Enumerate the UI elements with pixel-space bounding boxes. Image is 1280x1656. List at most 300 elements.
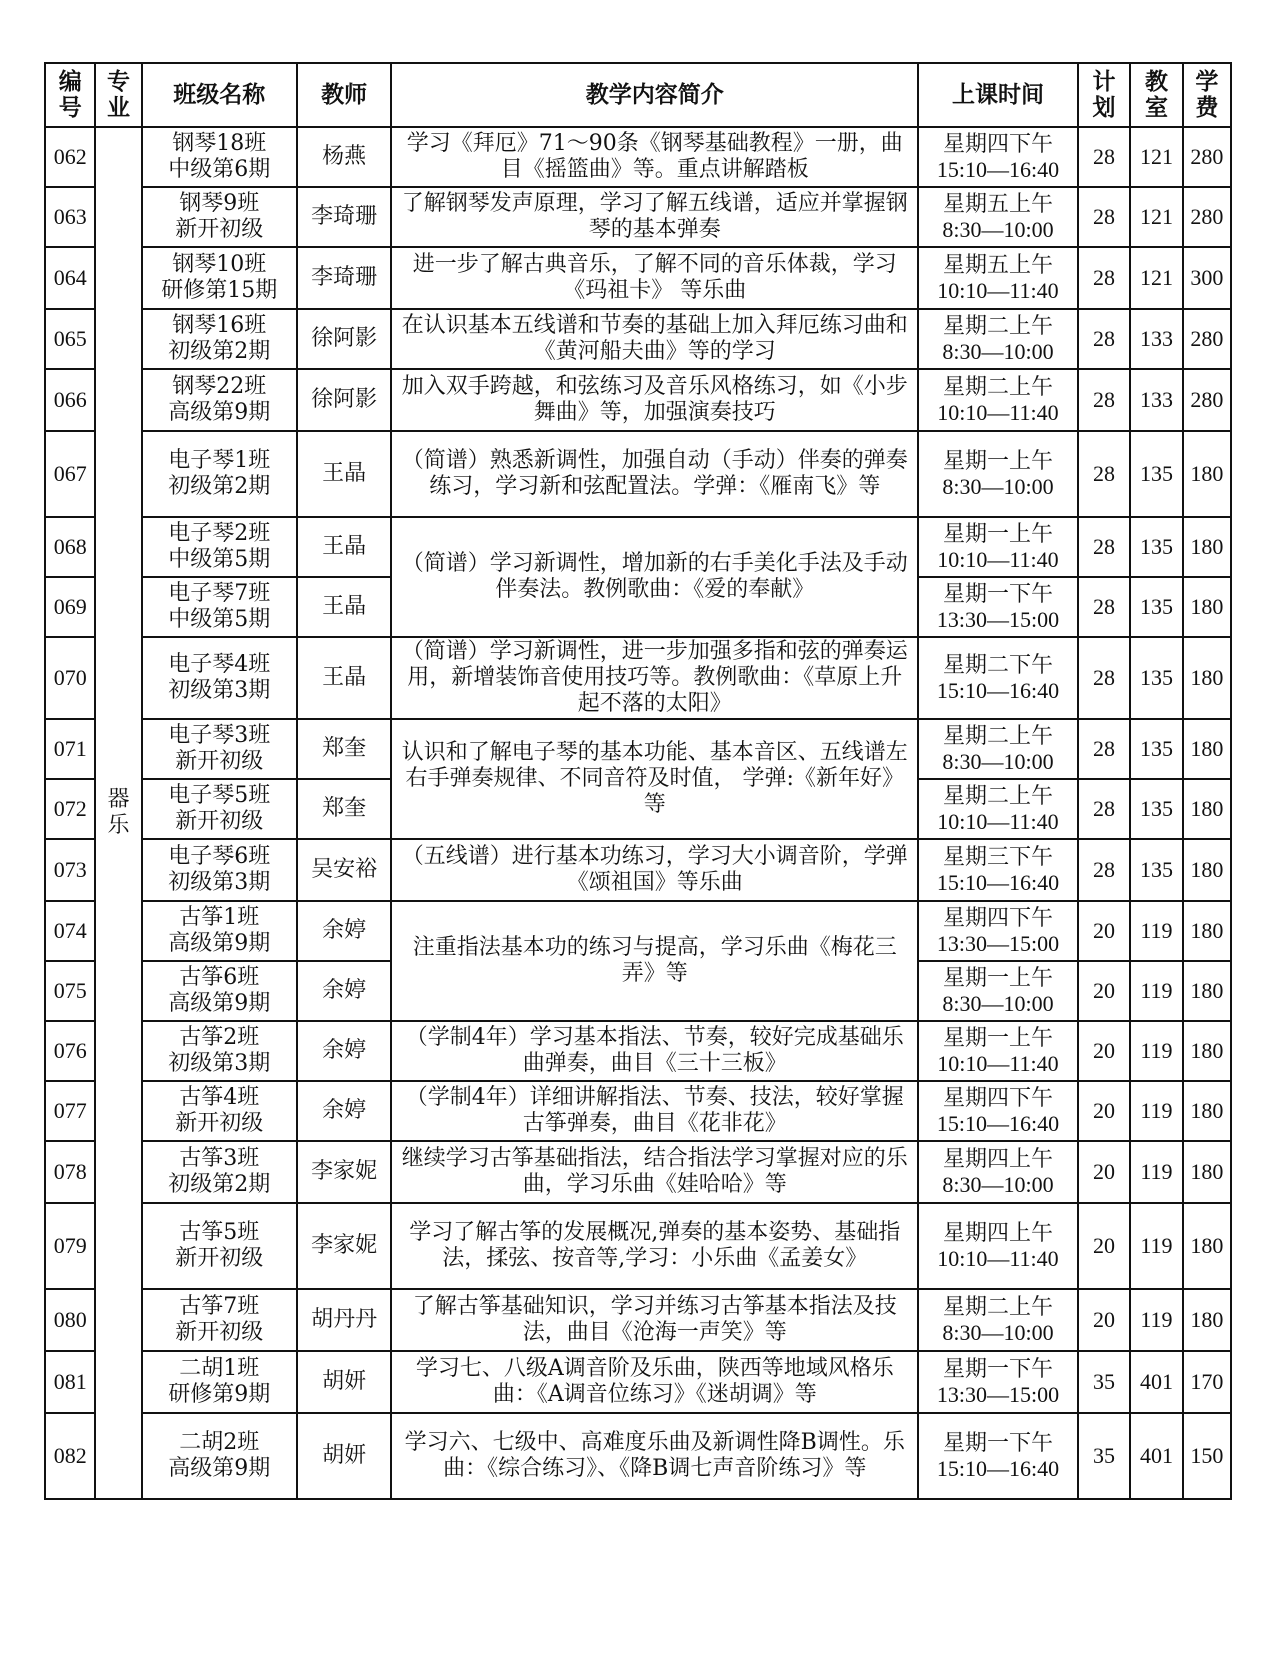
cell-teacher xyxy=(297,1021,391,1081)
plan-text: 28 xyxy=(1092,265,1115,290)
time-day: 星期一上午 xyxy=(942,448,1053,473)
class-name-line1: 电子琴2班 xyxy=(168,521,271,546)
cell-class-name xyxy=(142,369,297,431)
teacher-text: 胡妍 xyxy=(322,1443,367,1468)
room-text: 119 xyxy=(1140,1233,1173,1258)
class-name-line1: 古筝1班 xyxy=(179,905,260,930)
cell-room xyxy=(1130,127,1182,187)
description-text: 在认识基本五线谱和节奏的基础上加入拜厄练习曲和《黄河船夫曲》等的学习 xyxy=(401,313,908,364)
class-name-line1: 古筝4班 xyxy=(179,1085,260,1110)
cell-class-name xyxy=(142,1351,297,1413)
time-day: 星期四上午 xyxy=(942,1146,1053,1171)
class-name-line2: 中级第6期 xyxy=(168,157,271,182)
cell-class-name xyxy=(142,577,297,637)
fee-text: 180 xyxy=(1190,1159,1224,1184)
cell-room xyxy=(1130,1081,1182,1141)
cell-description xyxy=(391,1413,918,1499)
id-text: 076 xyxy=(53,1038,87,1063)
cell-plan xyxy=(1078,577,1130,637)
header-major: 专业 xyxy=(95,63,141,127)
cell-description xyxy=(391,1021,918,1081)
plan-text: 28 xyxy=(1092,204,1115,229)
cell-room xyxy=(1130,1021,1182,1081)
class-name-line1: 电子琴1班 xyxy=(168,448,271,473)
cell-fee xyxy=(1183,247,1231,309)
cell-class-name xyxy=(142,1289,297,1351)
cell-teacher xyxy=(297,719,391,779)
cell-id xyxy=(45,1021,95,1081)
cell-plan xyxy=(1078,779,1130,839)
cell-class-name xyxy=(142,637,297,719)
table-row xyxy=(45,127,1231,187)
header-class-name: 班级名称 xyxy=(142,63,297,127)
cell-plan xyxy=(1078,517,1130,577)
id-text: 065 xyxy=(53,326,87,351)
id-text: 080 xyxy=(53,1307,87,1332)
time-range: 8:30—10:00 xyxy=(942,1172,1054,1197)
class-name-line1: 电子琴3班 xyxy=(168,723,271,748)
cell-description xyxy=(391,1289,918,1351)
cell-description xyxy=(391,309,918,369)
class-name-line1: 古筝6班 xyxy=(179,965,260,990)
room-text: 401 xyxy=(1139,1443,1173,1468)
cell-room xyxy=(1130,1289,1182,1351)
cell-plan xyxy=(1078,1081,1130,1141)
id-text: 067 xyxy=(53,461,87,486)
cell-fee xyxy=(1183,961,1231,1021)
cell-time xyxy=(918,1081,1078,1141)
class-name-line2: 高级第9期 xyxy=(168,931,271,956)
fee-text: 180 xyxy=(1190,534,1224,559)
cell-fee xyxy=(1183,1351,1231,1413)
teacher-text: 胡妍 xyxy=(322,1369,367,1394)
cell-room xyxy=(1130,839,1182,901)
cell-teacher xyxy=(297,127,391,187)
teacher-text: 余婷 xyxy=(322,918,367,943)
cell-fee xyxy=(1183,719,1231,779)
description-text: （简谱）学习新调性，进一步加强多指和弦的弹奏运用，新增装饰音使用技巧等。教例歌曲：《草原上升起不落的太阳》 xyxy=(401,639,908,716)
cell-class-name xyxy=(142,431,297,517)
time-day: 星期一上午 xyxy=(942,521,1053,546)
room-text: 119 xyxy=(1140,1307,1173,1332)
table-row xyxy=(45,839,1231,901)
table-row xyxy=(45,637,1231,719)
room-text: 135 xyxy=(1139,534,1173,559)
description-text: 学习七、八级A调音阶及乐曲，陕西等地域风格乐曲：《A调音位练习》《迷胡调》等 xyxy=(415,1356,894,1407)
cell-plan xyxy=(1078,369,1130,431)
time-range: 10:10—11:40 xyxy=(937,1051,1059,1076)
class-name-line2: 新开初级 xyxy=(175,1246,264,1271)
time-day: 星期三下午 xyxy=(942,844,1053,869)
class-name-line2: 初级第2期 xyxy=(168,339,271,364)
major-text: 器乐 xyxy=(107,787,130,838)
cell-time xyxy=(918,1021,1078,1081)
time-day: 星期一下午 xyxy=(942,1430,1053,1455)
room-text: 119 xyxy=(1140,1159,1173,1184)
time-range: 15:10—16:40 xyxy=(936,870,1060,895)
time-range: 15:10—16:40 xyxy=(936,678,1060,703)
cell-description xyxy=(391,1203,918,1289)
class-name-line2: 初级第3期 xyxy=(168,870,271,895)
cell-time xyxy=(918,1351,1078,1413)
cell-class-name xyxy=(142,961,297,1021)
time-range: 10:10—11:40 xyxy=(937,278,1059,303)
class-name-line1: 古筝5班 xyxy=(179,1220,260,1245)
fee-text: 300 xyxy=(1190,265,1224,290)
id-text: 073 xyxy=(53,857,87,882)
cell-plan xyxy=(1078,719,1130,779)
cell-plan xyxy=(1078,309,1130,369)
class-name-line2: 新开初级 xyxy=(175,749,264,774)
fee-text: 180 xyxy=(1190,736,1224,761)
cell-fee xyxy=(1183,127,1231,187)
teacher-text: 王晶 xyxy=(322,665,367,690)
fee-text: 180 xyxy=(1190,978,1224,1003)
plan-text: 35 xyxy=(1092,1443,1115,1468)
cell-room xyxy=(1130,1141,1182,1203)
id-text: 070 xyxy=(53,665,87,690)
time-day: 星期一下午 xyxy=(942,1356,1053,1381)
id-text: 062 xyxy=(53,144,87,169)
cell-class-name xyxy=(142,247,297,309)
cell-time xyxy=(918,1413,1078,1499)
room-text: 133 xyxy=(1139,326,1173,351)
teacher-text: 李家妮 xyxy=(311,1159,378,1184)
id-text: 064 xyxy=(53,265,87,290)
time-range: 10:10—11:40 xyxy=(937,809,1059,834)
cell-room xyxy=(1130,1203,1182,1289)
teacher-text: 郑奎 xyxy=(322,736,367,761)
cell-id xyxy=(45,901,95,961)
cell-time xyxy=(918,431,1078,517)
fee-text: 180 xyxy=(1190,857,1224,882)
time-day: 星期一下午 xyxy=(942,581,1053,606)
cell-id xyxy=(45,187,95,247)
cell-teacher xyxy=(297,517,391,577)
cell-fee xyxy=(1183,309,1231,369)
cell-id xyxy=(45,1203,95,1289)
class-name-line2: 初级第3期 xyxy=(168,678,271,703)
cell-class-name xyxy=(142,309,297,369)
description-text: （简谱）熟悉新调性，加强自动（手动）伴奏的弹奏练习，学习新和弦配置法。学弹：《雁南飞》等 xyxy=(401,448,908,499)
cell-description xyxy=(391,637,918,719)
cell-class-name xyxy=(142,127,297,187)
plan-text: 20 xyxy=(1092,1098,1115,1123)
teacher-text: 王晶 xyxy=(322,534,367,559)
cell-class-name xyxy=(142,839,297,901)
time-range: 15:10—16:40 xyxy=(936,1111,1060,1136)
cell-fee xyxy=(1183,1081,1231,1141)
teacher-text: 余婷 xyxy=(322,1038,367,1063)
time-day: 星期二上午 xyxy=(942,723,1053,748)
cell-fee xyxy=(1183,1289,1231,1351)
table-row xyxy=(45,187,1231,247)
teacher-text: 吴安裕 xyxy=(311,857,378,882)
cell-teacher xyxy=(297,1081,391,1141)
cell-time xyxy=(918,369,1078,431)
plan-text: 20 xyxy=(1092,1307,1115,1332)
class-name-line1: 钢琴22班 xyxy=(172,374,267,399)
cell-id xyxy=(45,779,95,839)
time-day: 星期二上午 xyxy=(942,1294,1053,1319)
time-day: 星期四下午 xyxy=(942,905,1053,930)
cell-time xyxy=(918,1289,1078,1351)
fee-text: 180 xyxy=(1190,461,1224,486)
room-text: 121 xyxy=(1139,204,1173,229)
class-name-line2: 新开初级 xyxy=(175,1320,264,1345)
description-text: （简谱）学习新调性，增加新的右手美化手法及手动伴奏法。教例歌曲：《爱的奉献》 xyxy=(401,551,908,602)
cell-room xyxy=(1130,187,1182,247)
id-text: 082 xyxy=(53,1443,87,1468)
table-row xyxy=(45,369,1231,431)
cell-room xyxy=(1130,247,1182,309)
cell-class-name xyxy=(142,517,297,577)
table-body xyxy=(45,127,1231,1499)
time-range: 15:10—16:40 xyxy=(936,1456,1060,1481)
header-teacher: 教师 xyxy=(297,63,391,127)
fee-text: 180 xyxy=(1190,796,1224,821)
description-text: 了解钢琴发声原理，学习了解五线谱，适应并掌握钢琴的基本弹奏 xyxy=(401,191,908,242)
cell-description xyxy=(391,431,918,517)
time-day: 星期二下午 xyxy=(942,652,1053,677)
cell-plan xyxy=(1078,1413,1130,1499)
cell-teacher xyxy=(297,839,391,901)
time-day: 星期一上午 xyxy=(942,965,1053,990)
plan-text: 20 xyxy=(1092,918,1115,943)
time-range: 13:30—15:00 xyxy=(936,931,1060,956)
plan-text: 28 xyxy=(1092,796,1115,821)
cell-teacher xyxy=(297,1351,391,1413)
fee-text: 280 xyxy=(1190,326,1224,351)
cell-room xyxy=(1130,779,1182,839)
header-room: 教室 xyxy=(1130,63,1182,127)
cell-time xyxy=(918,309,1078,369)
time-range: 8:30—10:00 xyxy=(942,991,1054,1016)
class-name-line1: 电子琴7班 xyxy=(168,581,271,606)
cell-fee xyxy=(1183,839,1231,901)
cell-teacher xyxy=(297,431,391,517)
cell-time xyxy=(918,1203,1078,1289)
class-name-line1: 钢琴10班 xyxy=(172,252,267,277)
time-range: 8:30—10:00 xyxy=(942,474,1054,499)
cell-id xyxy=(45,517,95,577)
fee-text: 180 xyxy=(1190,1307,1224,1332)
class-name-line1: 二胡2班 xyxy=(179,1430,260,1455)
cell-room xyxy=(1130,901,1182,961)
cell-teacher xyxy=(297,1203,391,1289)
cell-description xyxy=(391,517,918,637)
class-name-line1: 电子琴6班 xyxy=(168,844,271,869)
class-name-line2: 高级第9期 xyxy=(168,991,271,1016)
cell-room xyxy=(1130,1351,1182,1413)
cell-time xyxy=(918,187,1078,247)
cell-time xyxy=(918,517,1078,577)
room-text: 121 xyxy=(1139,265,1173,290)
plan-text: 28 xyxy=(1092,144,1115,169)
fee-text: 180 xyxy=(1190,665,1224,690)
room-text: 135 xyxy=(1139,665,1173,690)
cell-time xyxy=(918,637,1078,719)
cell-time xyxy=(918,127,1078,187)
header-plan: 计划 xyxy=(1078,63,1130,127)
plan-text: 28 xyxy=(1092,736,1115,761)
cell-id xyxy=(45,839,95,901)
cell-id xyxy=(45,431,95,517)
cell-fee xyxy=(1183,637,1231,719)
description-text: 进一步了解古典音乐，了解不同的音乐体裁，学习《玛祖卡》 等乐曲 xyxy=(412,252,897,303)
fee-text: 280 xyxy=(1190,387,1224,412)
id-text: 074 xyxy=(53,918,87,943)
fee-text: 150 xyxy=(1190,1443,1224,1468)
cell-fee xyxy=(1183,901,1231,961)
cell-class-name xyxy=(142,779,297,839)
class-name-line1: 二胡1班 xyxy=(179,1356,260,1381)
class-name-line1: 电子琴5班 xyxy=(168,783,271,808)
description-text: 了解古筝基础知识，学习并练习古筝基本指法及技法，曲目《沧海一声笑》等 xyxy=(412,1294,897,1345)
time-day: 星期二上午 xyxy=(942,313,1053,338)
table-row xyxy=(45,1289,1231,1351)
cell-time xyxy=(918,577,1078,637)
cell-id xyxy=(45,1141,95,1203)
plan-text: 28 xyxy=(1092,387,1115,412)
teacher-text: 余婷 xyxy=(322,1098,367,1123)
cell-room xyxy=(1130,369,1182,431)
header-id: 编号 xyxy=(45,63,95,127)
cell-plan xyxy=(1078,1021,1130,1081)
room-text: 135 xyxy=(1139,857,1173,882)
class-name-line2: 初级第3期 xyxy=(168,1051,271,1076)
cell-plan xyxy=(1078,1141,1130,1203)
id-text: 079 xyxy=(53,1233,87,1258)
cell-teacher xyxy=(297,577,391,637)
teacher-text: 李家妮 xyxy=(311,1233,378,1258)
plan-text: 20 xyxy=(1092,1233,1115,1258)
table-row xyxy=(45,719,1231,779)
header-fee: 学费 xyxy=(1183,63,1231,127)
cell-time xyxy=(918,779,1078,839)
class-name-line1: 古筝2班 xyxy=(179,1025,260,1050)
fee-text: 280 xyxy=(1190,204,1224,229)
class-name-line2: 高级第9期 xyxy=(168,400,271,425)
time-range: 13:30—15:00 xyxy=(936,607,1060,632)
table-row xyxy=(45,517,1231,577)
cell-description xyxy=(391,1081,918,1141)
room-text: 401 xyxy=(1139,1369,1173,1394)
cell-teacher xyxy=(297,309,391,369)
header-description: 教学内容简介 xyxy=(391,63,918,127)
room-text: 135 xyxy=(1139,461,1173,486)
time-range: 15:10—16:40 xyxy=(936,157,1060,182)
class-name-line2: 中级第5期 xyxy=(168,547,271,572)
teacher-text: 李琦珊 xyxy=(311,204,378,229)
teacher-text: 胡丹丹 xyxy=(311,1307,378,1332)
cell-teacher xyxy=(297,961,391,1021)
cell-id xyxy=(45,309,95,369)
cell-fee xyxy=(1183,779,1231,839)
teacher-text: 王晶 xyxy=(322,594,367,619)
cell-id xyxy=(45,1289,95,1351)
fee-text: 280 xyxy=(1190,144,1224,169)
cell-id xyxy=(45,1413,95,1499)
teacher-text: 李琦珊 xyxy=(311,265,378,290)
class-name-line1: 钢琴16班 xyxy=(172,313,267,338)
cell-id xyxy=(45,637,95,719)
cell-room xyxy=(1130,637,1182,719)
cell-class-name xyxy=(142,1021,297,1081)
time-day: 星期四上午 xyxy=(942,1220,1053,1245)
header-row xyxy=(45,63,1231,127)
description-text: 学习六、七级中、高难度乐曲及新调性降B调性。乐曲：《综合练习》、《降B调七声音阶练习》等 xyxy=(404,1430,905,1481)
fee-text: 180 xyxy=(1190,1098,1224,1123)
cell-teacher xyxy=(297,1413,391,1499)
fee-text: 180 xyxy=(1190,1038,1224,1063)
cell-time xyxy=(918,901,1078,961)
plan-text: 28 xyxy=(1092,461,1115,486)
plan-text: 20 xyxy=(1092,1038,1115,1063)
cell-room xyxy=(1130,719,1182,779)
cell-plan xyxy=(1078,247,1130,309)
cell-plan xyxy=(1078,637,1130,719)
time-range: 8:30—10:00 xyxy=(942,749,1054,774)
plan-text: 35 xyxy=(1092,1369,1115,1394)
class-name-line2: 新开初级 xyxy=(175,217,264,242)
class-name-line2: 研修第9期 xyxy=(168,1382,271,1407)
cell-room xyxy=(1130,431,1182,517)
time-range: 10:10—11:40 xyxy=(937,1246,1059,1271)
room-text: 119 xyxy=(1140,1098,1173,1123)
time-day: 星期五上午 xyxy=(942,191,1053,216)
class-name-line1: 钢琴9班 xyxy=(179,191,260,216)
cell-major xyxy=(95,127,141,1499)
id-text: 068 xyxy=(53,534,87,559)
description-text: 学习了解古筝的发展概况,弹奏的基本姿势、基础指法，揉弦、按音等,学习：小乐曲《孟姜女》 xyxy=(409,1220,901,1271)
cell-plan xyxy=(1078,1351,1130,1413)
time-range: 8:30—10:00 xyxy=(942,339,1054,364)
cell-description xyxy=(391,901,918,1021)
cell-plan xyxy=(1078,1289,1130,1351)
class-name-line2: 中级第5期 xyxy=(168,607,271,632)
course-table xyxy=(44,62,1232,1500)
fee-text: 180 xyxy=(1190,918,1224,943)
cell-teacher xyxy=(297,187,391,247)
class-name-line2: 初级第2期 xyxy=(168,474,271,499)
description-text: 注重指法基本功的练习与提高，学习乐曲《梅花三弄》等 xyxy=(412,935,897,986)
cell-plan xyxy=(1078,961,1130,1021)
cell-teacher xyxy=(297,901,391,961)
teacher-text: 杨燕 xyxy=(322,144,367,169)
class-name-line1: 古筝7班 xyxy=(179,1294,260,1319)
room-text: 135 xyxy=(1139,736,1173,761)
cell-room xyxy=(1130,517,1182,577)
id-text: 063 xyxy=(53,204,87,229)
cell-class-name xyxy=(142,1203,297,1289)
cell-class-name xyxy=(142,1081,297,1141)
cell-description xyxy=(391,369,918,431)
cell-id xyxy=(45,577,95,637)
fee-text: 170 xyxy=(1190,1369,1224,1394)
class-name-line1: 古筝3班 xyxy=(179,1146,260,1171)
class-name-line2: 初级第2期 xyxy=(168,1172,271,1197)
cell-plan xyxy=(1078,187,1130,247)
cell-teacher xyxy=(297,637,391,719)
table-row xyxy=(45,309,1231,369)
fee-text: 180 xyxy=(1190,1233,1224,1258)
cell-fee xyxy=(1183,431,1231,517)
table-row xyxy=(45,1413,1231,1499)
description-text: 继续学习古筝基础指法，结合指法学习掌握对应的乐曲，学习乐曲《娃哈哈》等 xyxy=(401,1146,908,1197)
cell-fee xyxy=(1183,517,1231,577)
header-time: 上课时间 xyxy=(918,63,1078,127)
